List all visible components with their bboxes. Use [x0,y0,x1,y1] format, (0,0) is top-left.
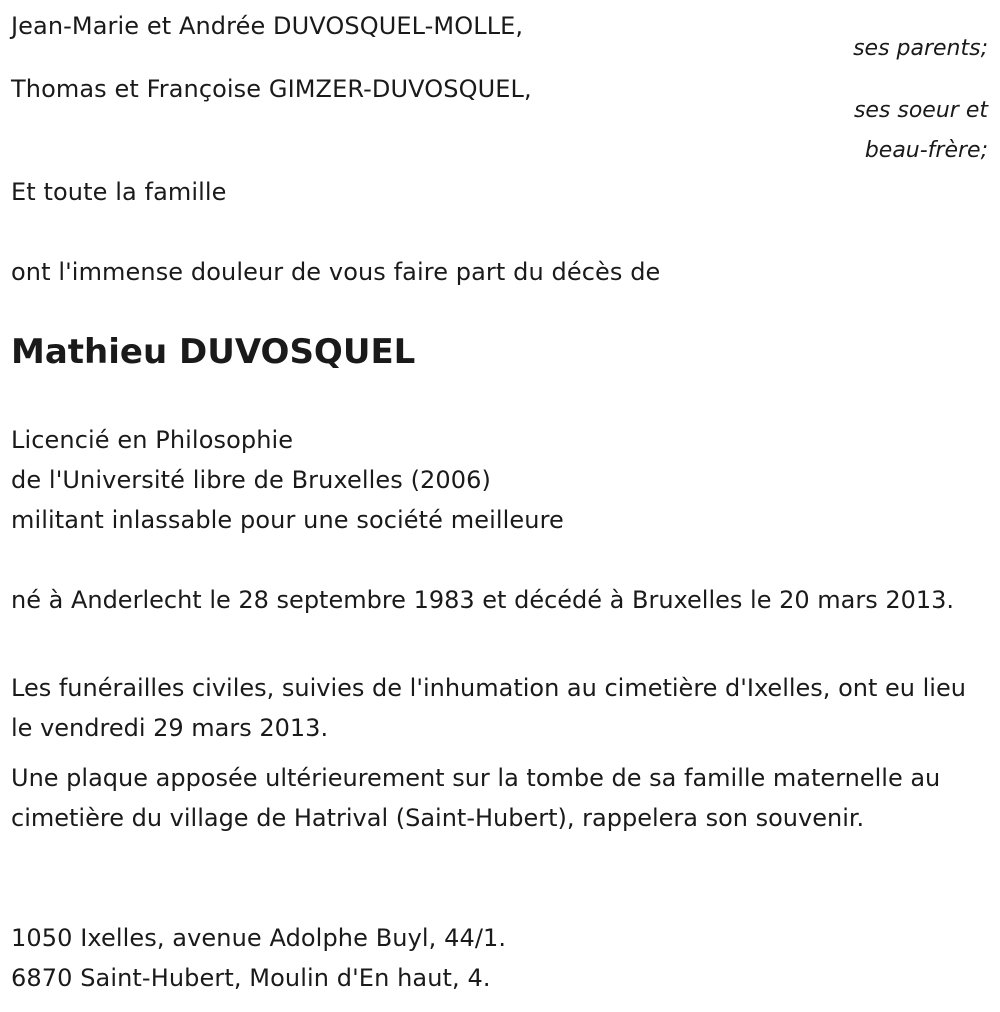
title-line: Licencié en Philosophie [11,426,294,454]
title-line: militant inlassable pour une société meilleure [11,506,564,534]
title-line: de l'Université libre de Bruxelles (2006) [11,466,491,494]
intro-text: ont l'immense douleur de vous faire part du décès de [11,258,661,286]
sibling-role-line1: ses soeur et [853,98,988,123]
deceased-name: Mathieu DUVOSQUEL [11,332,416,372]
parents-role: ses parents; [853,36,988,61]
sibling-names: Thomas et Françoise GIMZER-DUVOSQUEL, [11,75,532,103]
plaque-paragraph: Une plaque apposée ultérieurement sur la tombe de sa famille maternelle au cimetière du village de Hatrival (Saint-Hubert), rappelera son souvenir. [11,764,941,832]
address-line: 1050 Ixelles, avenue Adolphe Buyl, 44/1. [11,924,507,952]
family-all: Et toute la famille [11,178,227,206]
sibling-role-line2: beau-frère; [864,138,988,163]
birth-death-paragraph: né à Anderlecht le 28 septembre 1983 et décédé à Bruxelles le 20 mars 2013. [11,586,955,614]
parents-names: Jean-Marie et Andrée DUVOSQUEL-MOLLE, [11,12,524,40]
address-line: 6870 Saint-Hubert, Moulin d'En haut, 4. [11,964,491,992]
funeral-paragraph: Les funérailles civiles, suivies de l'inhumation au cimetière d'Ixelles, ont eu lieu le vendredi 29 mars 2013. [11,674,966,742]
